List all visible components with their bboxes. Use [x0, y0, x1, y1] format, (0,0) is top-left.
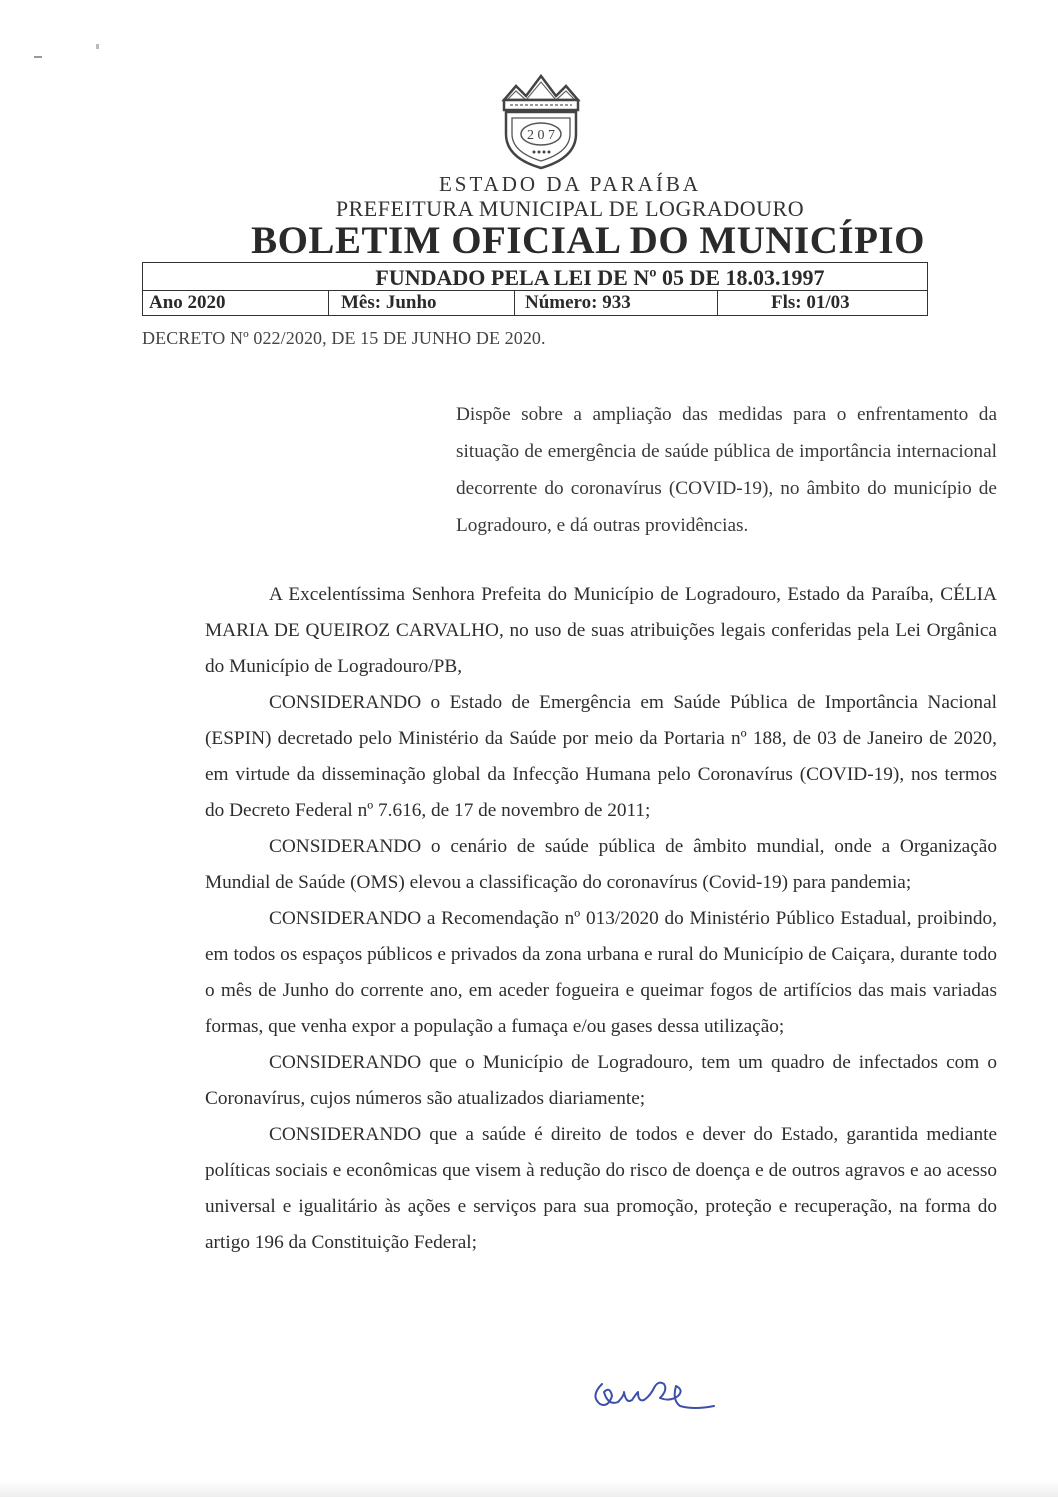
prefecture-name: PREFEITURA MUNICIPAL DE LOGRADOURO	[335, 196, 805, 221]
body-paragraph: A Excelentíssima Senhora Prefeita do Município de Logradouro, Estado da Paraíba, CÉLIA MARIA DE QUEIROZ CARVALHO, no uso de suas atribuições legais conferidas pela Lei Orgânica do Município de Logradouro/PB,	[205, 584, 997, 677]
scan-mark	[96, 44, 99, 49]
body-paragraph: CONSIDERANDO o cenário de saúde pública de âmbito mundial, onde a Organização Mundial de Saúde (OMS) elevou a classificação do coronavírus (Covid-19) para pandemia;	[205, 836, 997, 893]
body-paragraph: CONSIDERANDO que o Município de Logradouro, tem um quadro de infectados com o Coronavírus, cujos números são atualizados diariamente;	[205, 1052, 997, 1109]
issue-month: Mês: Junho	[329, 291, 515, 315]
decree-ementa: Dispõe sobre a ampliação das medidas para o enfrentamento da situação de emergência de saúde pública de importância internacional decorrente do coronavírus (COVID-19), no âmbito do município de Logradouro, e dá outras providências.	[456, 404, 997, 536]
founded-law: FUNDADO PELA LEI DE Nº 05 DE 18.03.1997	[143, 263, 927, 291]
issue-number: Número: 933	[515, 291, 718, 315]
issue-year: Ano 2020	[143, 291, 329, 315]
decree-body	[205, 577, 997, 1261]
issue-pages: Fls: 01/03	[771, 292, 850, 313]
state-name: ESTADO DA PARAÍBA	[438, 172, 702, 196]
body-paragraph: CONSIDERANDO a Recomendação nº 013/2020 do Ministério Público Estadual, proibindo, em todos os espaços públicos e privados da zona urbana e rural do Município de Caiçara, durante todo o mês de Junho do corrente ano, em aceder fogueira e queimar fogos de artifícios das mais variadas formas, que venha expor a população a fumaça e/ou gases dessa utilização;	[205, 908, 997, 1037]
municipal-crest-icon	[496, 72, 586, 172]
decree-heading: DECRETO Nº 022/2020, DE 15 DE JUNHO DE 2020.	[142, 328, 546, 348]
body-paragraph: CONSIDERANDO o Estado de Emergência em Saúde Pública de Importância Nacional (ESPIN) decretado pelo Ministério da Saúde por meio da Portaria nº 188, de 03 de Janeiro de 2020, em virtude da disseminação global da Infecção Humana pelo Coronavírus (COVID-19), nos termos do Decreto Federal nº 7.616, de 17 de novembro de 2011;	[205, 692, 997, 821]
svg-text:2 0 7: 2 0 7	[527, 128, 555, 143]
bulletin-title: BOLETIM OFICIAL DO MUNICÍPIO	[251, 219, 925, 262]
issue-info-row	[143, 291, 927, 315]
scan-edge	[0, 1480, 1058, 1497]
handwritten-signature-icon	[584, 1366, 724, 1416]
scan-mark	[34, 56, 42, 58]
bulletin-info-table	[142, 262, 928, 316]
body-paragraph: CONSIDERANDO que a saúde é direito de todos e dever do Estado, garantida mediante políticas sociais e econômicas que visem à redução do risco de doença e de outros agravos e ao acesso universal e igualitário às ações e serviços para sua promoção, proteção e recuperação, na forma do artigo 196 da Constituição Federal;	[205, 1124, 997, 1253]
